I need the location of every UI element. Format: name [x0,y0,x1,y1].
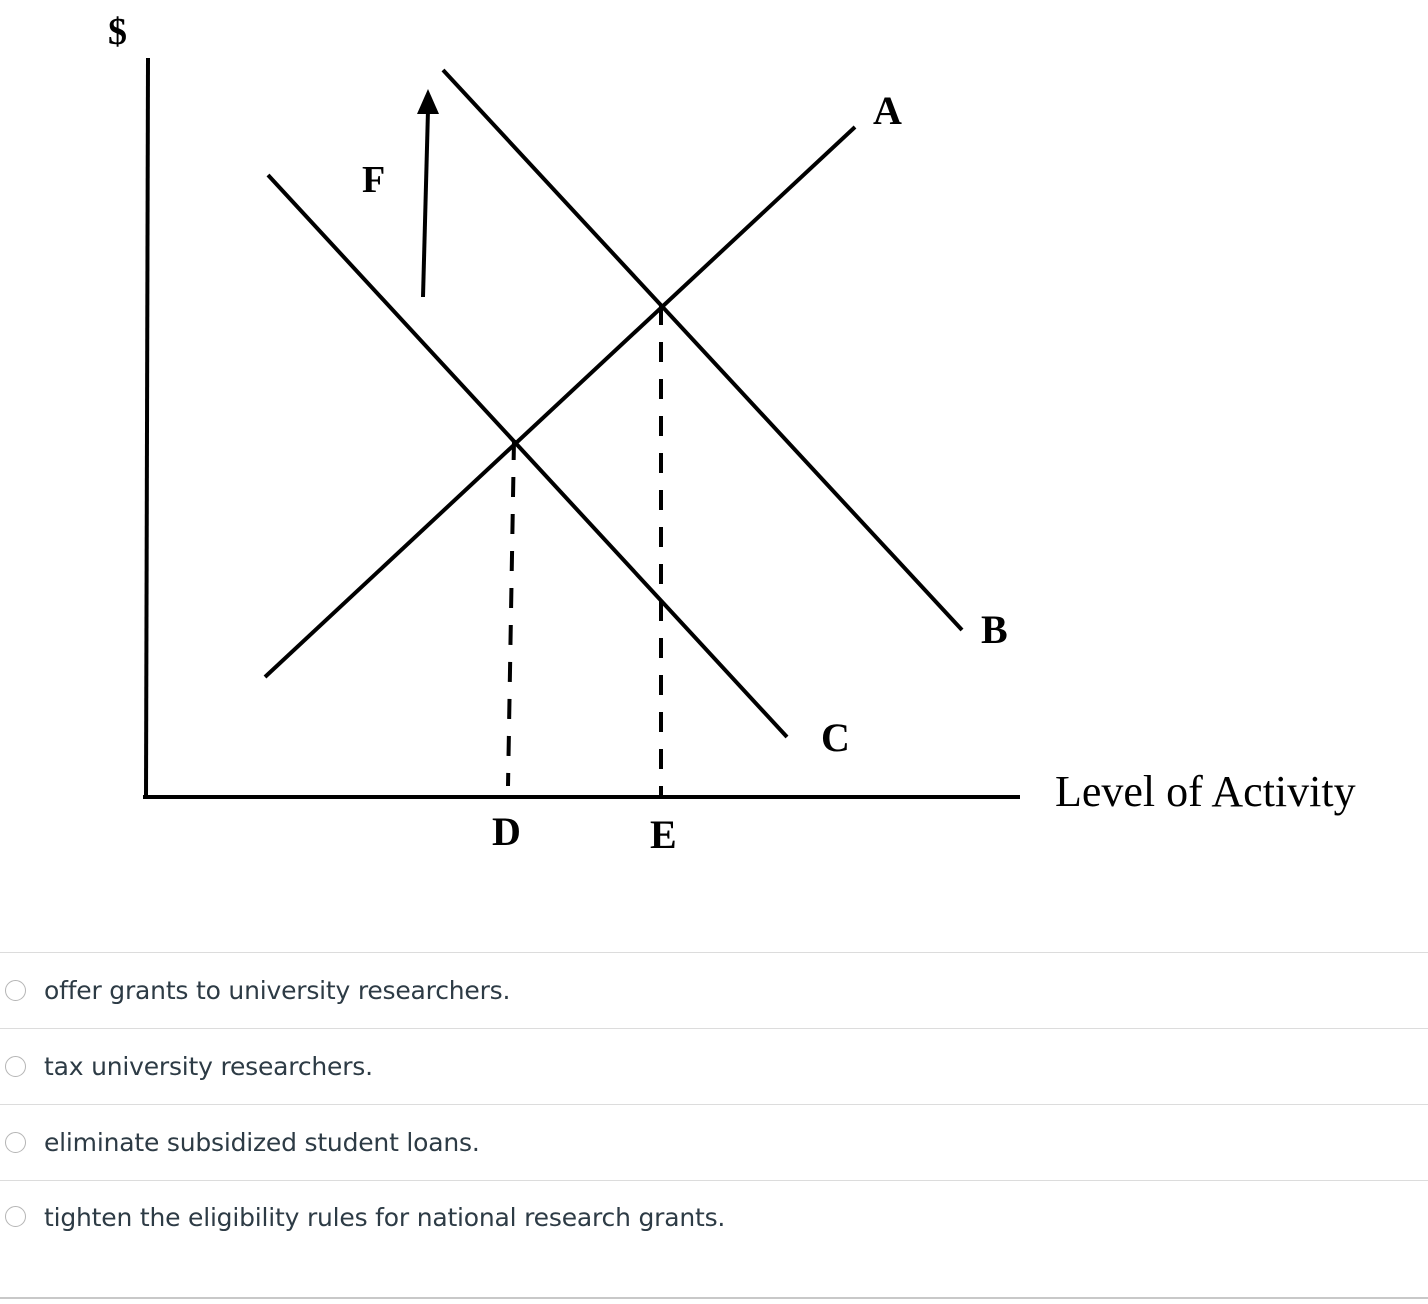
radio-button[interactable] [5,980,26,1001]
curve-b [443,70,962,630]
shift-arrow-head [417,89,439,114]
choice-option-2[interactable] [0,1028,1428,1104]
dashed-line-d [508,440,514,786]
curve-c [268,175,787,737]
shift-arrow-shaft [423,110,428,297]
curve-label-b: B [981,607,1008,652]
choice-label: tax university researchers. [44,1052,373,1081]
choice-option-4[interactable] [0,1180,1428,1299]
curve-label-a: A [873,88,902,133]
answer-choices [0,952,1428,1299]
radio-button[interactable] [5,1056,26,1077]
quantity-label-d: D [492,809,521,854]
y-axis [146,58,148,798]
x-axis-label: Level of Activity [1055,767,1356,816]
curve-label-f: F [362,159,386,201]
quantity-label-e: E [650,812,677,857]
y-axis-label: $ [108,11,127,53]
choice-label: offer grants to university researchers. [44,976,511,1005]
curve-a [265,127,855,677]
radio-button[interactable] [5,1206,26,1227]
choice-label: tighten the eligibility rules for national research grants. [44,1203,726,1232]
choice-label: eliminate subsidized student loans. [44,1128,480,1157]
radio-button[interactable] [5,1132,26,1153]
curve-label-c: C [821,715,850,760]
choice-option-3[interactable] [0,1104,1428,1180]
choice-option-1[interactable] [0,952,1428,1028]
